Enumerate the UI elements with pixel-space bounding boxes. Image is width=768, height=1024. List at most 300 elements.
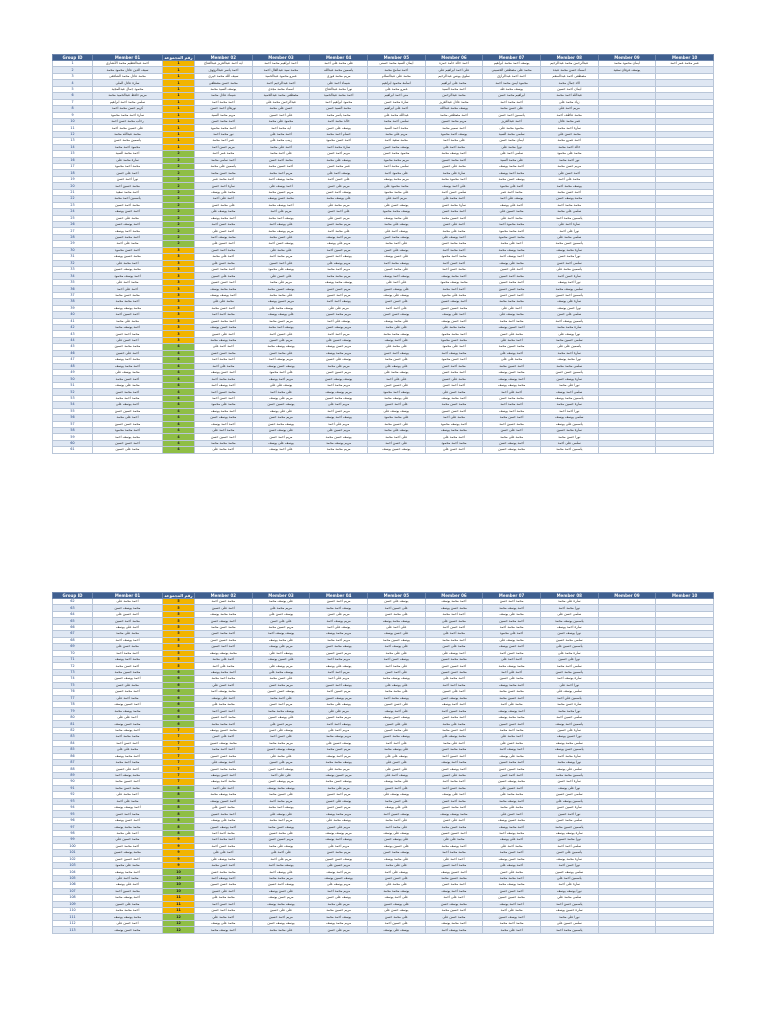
member-cell: مريم محمد فوزى xyxy=(310,73,368,79)
member-cell: احمد على محمود xyxy=(483,183,541,189)
member-cell: احمد حسن على xyxy=(93,337,163,343)
member-cell: على احمد محمد xyxy=(252,151,310,157)
member-cell: على محمد يوسف xyxy=(367,215,425,221)
group-id-cell: 37 xyxy=(53,292,93,298)
member-cell: مريم محمد يوسف xyxy=(310,350,368,356)
member-cell: احمد على يوسف xyxy=(425,312,483,318)
group-number-cell: 2 xyxy=(163,164,195,170)
member-cell: ياسمين محمد يوسف xyxy=(540,395,598,401)
member-cell: على على يوسف xyxy=(252,408,310,414)
group-number-cell: 3 xyxy=(163,247,195,253)
member-cell: احمد احمد على xyxy=(195,344,253,350)
member-cell: محمد حسن حسين xyxy=(425,669,483,675)
member-cell: على على محمد xyxy=(367,324,425,330)
member-cell: احمد يوسف احمد xyxy=(93,637,163,643)
member-cell: على محمد حسن xyxy=(367,611,425,617)
member-cell: احمد احمد حسن xyxy=(483,772,541,778)
member-cell: محمد احمد حسن xyxy=(93,811,163,817)
member-cell: احمد على احمد xyxy=(195,785,253,791)
group-number-cell: 6 xyxy=(163,708,195,714)
member-cell: محمد حسين علي xyxy=(93,837,163,843)
member-cell: محمد عبدالله محمد xyxy=(93,131,163,137)
group-id-cell: 27 xyxy=(53,228,93,234)
member-cell: على يوسف حسين xyxy=(367,901,425,907)
member-cell: على احمد محمد xyxy=(367,817,425,823)
member-cell: مريم محمد حسين xyxy=(310,714,368,720)
member-cell: محمد محمود احمد xyxy=(483,221,541,227)
member-cell: محمد على حسن xyxy=(93,682,163,688)
member-cell: محمد محمد يوسف xyxy=(483,714,541,720)
group-id-cell: 25 xyxy=(53,215,93,221)
table-row xyxy=(53,447,714,453)
member-cell: احمد على حسين xyxy=(425,689,483,695)
member-cell: يوسف محمد يوسف xyxy=(310,279,368,285)
group-number-cell: 3 xyxy=(163,267,195,273)
member-cell: سلمى محمد حسين xyxy=(540,637,598,643)
member-cell: محمد محمد حسين xyxy=(93,344,163,350)
group-id-cell: 72 xyxy=(53,663,93,669)
member-cell: مريم محمد يوسف xyxy=(310,811,368,817)
group-id-cell: 34 xyxy=(53,273,93,279)
member-cell: ياسمين احمد محمد xyxy=(540,447,598,453)
member-cell: احمد عبدالعزيز xyxy=(483,118,541,124)
member-cell: سلمى حسين احمد xyxy=(540,714,598,720)
group-id-cell: 55 xyxy=(53,408,93,414)
member-cell: احمد يوسف احمد xyxy=(483,254,541,260)
member-cell: مريم محمد محمد xyxy=(310,273,368,279)
member-cell: احمد محمد حسين xyxy=(425,157,483,163)
member-cell: ياسمين يوسف احمد xyxy=(540,318,598,324)
member-cell: محمد حسن على xyxy=(195,805,253,811)
member-cell: احمد حسين محمد xyxy=(252,164,310,170)
member-cell: محمد على احمد xyxy=(425,415,483,421)
member-cell: احمد محمد يوسف xyxy=(195,215,253,221)
member-cell: على محمد احمد xyxy=(310,228,368,234)
group-id-cell: 110 xyxy=(53,908,93,914)
member-cell: احمد على حسن xyxy=(483,427,541,433)
member-cell: مريم على محمد xyxy=(367,131,425,137)
group-id-cell: 18 xyxy=(53,170,93,176)
group-id-cell: 19 xyxy=(53,176,93,182)
group-number-cell: 8 xyxy=(163,830,195,836)
member-cell: احمد على حسين xyxy=(195,331,253,337)
group-id-cell: 11 xyxy=(53,125,93,131)
group-number-cell: 2 xyxy=(163,215,195,221)
column-header: Member 08 xyxy=(540,593,598,599)
member-cell: عمرو محمد على xyxy=(367,86,425,92)
member-cell: احمد يوسف على xyxy=(195,759,253,765)
member-cell: مريم على على xyxy=(310,305,368,311)
member-cell: على محمد احمد xyxy=(367,824,425,830)
group-id-cell: 51 xyxy=(53,382,93,388)
member-cell: على محمد يوسف xyxy=(367,856,425,862)
member-cell: محمد على حسن xyxy=(93,215,163,221)
member-cell: مريم محمد حسن xyxy=(310,850,368,856)
member-cell: مريم يوسف احمد xyxy=(252,357,310,363)
member-cell: على محمد على احمد xyxy=(310,61,368,67)
member-cell: على يوسف حسين xyxy=(367,286,425,292)
group-id-cell: 100 xyxy=(53,843,93,849)
member-cell: سيف الله محمد خيرى xyxy=(195,73,253,79)
member-cell: مريم حسن محمد xyxy=(540,164,598,170)
member-cell: مريم محمد محمد xyxy=(252,740,310,746)
group-number-cell: 7 xyxy=(163,772,195,778)
member-cell: محمود جمال عبدالمجيد xyxy=(93,86,163,92)
column-header: Member 03 xyxy=(252,593,310,599)
member-cell: محمد احمد على xyxy=(93,695,163,701)
member-cell: احمد سامى محمد xyxy=(195,157,253,163)
member-cell: الاء جمال محمد xyxy=(540,80,598,86)
member-cell: احمد حسين حسن xyxy=(195,434,253,440)
member-cell: مريم على يوسف xyxy=(252,395,310,401)
group-number-cell: 9 xyxy=(163,850,195,856)
group-id-cell: 22 xyxy=(53,196,93,202)
group-number-cell: 4 xyxy=(163,370,195,376)
member-cell: محمد يوسف حسن xyxy=(195,415,253,421)
member-cell: نورا محمد على xyxy=(483,144,541,150)
member-cell: سارة على محمد xyxy=(425,170,483,176)
member-cell: احمد محمد على xyxy=(425,434,483,440)
group-number-cell: 3 xyxy=(163,273,195,279)
group-number-cell: 1 xyxy=(163,131,195,137)
group-number-cell: 9 xyxy=(163,837,195,843)
group-number-cell: 1 xyxy=(163,118,195,124)
group-number-cell: 5 xyxy=(163,650,195,656)
member-cell: يوسف محمد احمد xyxy=(367,260,425,266)
member-cell: على محمد محمد xyxy=(252,927,310,933)
member-cell: احمد محمد على xyxy=(93,599,163,605)
member-cell: محمد على محمود xyxy=(540,151,598,157)
group-id-cell: 80 xyxy=(53,714,93,720)
member-cell: على محمد على xyxy=(252,247,310,253)
member-cell: سارة احمد حسن xyxy=(540,779,598,785)
member-cell: على حسن يوسف xyxy=(252,888,310,894)
group-number-cell: 7 xyxy=(163,747,195,753)
member-cell: محمد يوسف احمد xyxy=(93,434,163,440)
member-cell: عمر محمد عمر احمد xyxy=(656,61,714,67)
member-cell: محمد حسين محمد xyxy=(425,875,483,881)
group-id-cell: 20 xyxy=(53,183,93,189)
member-cell: عمرو محمود عبدالحميد xyxy=(252,73,310,79)
member-cell: على حسن محمد xyxy=(483,106,541,112)
member-cell: سارة محمد حسن xyxy=(425,202,483,208)
group-number-cell: 4 xyxy=(163,389,195,395)
column-header: Member 01 xyxy=(93,593,163,599)
member-cell: مريم يوسف حسن xyxy=(310,324,368,330)
group-number-cell: 1 xyxy=(163,138,195,144)
member-cell: مريم محمد محمود xyxy=(367,157,425,163)
member-cell: على احمد محمد xyxy=(367,241,425,247)
member-cell: مريم على محمد xyxy=(310,785,368,791)
group-id-cell: 91 xyxy=(53,785,93,791)
member-cell: سلمى احمد محمد xyxy=(367,118,425,124)
member-cell: سلمى حسن على xyxy=(540,611,598,617)
member-cell: احمد محمد يوسف xyxy=(195,408,253,414)
member-cell: مريم حسين حسن xyxy=(310,370,368,376)
member-cell: محمد احمد حسين xyxy=(195,714,253,720)
member-cell: مريم محمد احمد xyxy=(310,888,368,894)
member-cell: سارة محمد على xyxy=(540,650,598,656)
member-cell: احمد يوسف يوسف xyxy=(93,805,163,811)
member-cell: على محمد احمد xyxy=(425,138,483,144)
member-cell: نورا على محمد xyxy=(540,914,598,920)
group-number-cell: 7 xyxy=(163,759,195,765)
member-cell: عمر محمد حسن xyxy=(310,164,368,170)
member-cell: احمد حسن حسين xyxy=(425,408,483,414)
member-cell: مريم على احمد xyxy=(310,676,368,682)
member-cell: سارة حسين يوسف xyxy=(540,908,598,914)
member-cell: على احمد حسين xyxy=(252,260,310,266)
member-cell: احمد يوسف محمود xyxy=(93,273,163,279)
member-cell: مريم يوسف احمد xyxy=(310,618,368,624)
member-cell: مريم احمد على xyxy=(367,196,425,202)
column-header: رقم المجموعة xyxy=(164,593,193,598)
group-number-cell: 3 xyxy=(163,337,195,343)
member-cell: احمد على احمد xyxy=(483,669,541,675)
column-header: Group ID xyxy=(53,593,93,599)
group-id-cell: 98 xyxy=(53,830,93,836)
group-number-cell: 4 xyxy=(163,382,195,388)
member-cell: مريم حسين يوسف xyxy=(310,772,368,778)
member-cell: محمد يوسف احمد xyxy=(425,927,483,933)
member-cell: محمد حسن محمد xyxy=(93,292,163,298)
member-cell: على محمد حسين xyxy=(367,727,425,733)
member-cell: يوسف محمد على xyxy=(367,370,425,376)
member-cell: احمد على حسين xyxy=(195,888,253,894)
group-number-cell: 12 xyxy=(163,927,195,933)
member-cell: محمد حسن محمد xyxy=(195,170,253,176)
group-number-cell: 3 xyxy=(163,312,195,318)
member-cell: يوسف محمد يوسف xyxy=(252,785,310,791)
member-cell: على احمد محمد xyxy=(252,695,310,701)
group-id-cell: 28 xyxy=(53,234,93,240)
member-cell: مريم على محمد xyxy=(252,279,310,285)
member-cell: محمد احمد حسن xyxy=(425,798,483,804)
member-cell: نورا محمد حسين xyxy=(540,837,598,843)
member-cell: يوسف احمد يوسف xyxy=(310,837,368,843)
member-cell: احمد عبدالرحيم احمد xyxy=(252,80,310,86)
member-cell: سارة حسين حسن xyxy=(540,805,598,811)
member-cell: محمد احمد يوسف xyxy=(483,408,541,414)
group-number-cell: 8 xyxy=(163,817,195,823)
group-number-cell: 11 xyxy=(163,908,195,914)
column-header: Member 10 xyxy=(656,593,714,599)
member-cell: مريم محمد احمد xyxy=(252,254,310,260)
group-number-cell: 8 xyxy=(163,824,195,830)
member-cell: محمد احمد على xyxy=(93,875,163,881)
member-cell: ابراهيم محمد حسن xyxy=(483,93,541,99)
member-cell: احمد على محمد xyxy=(483,927,541,933)
member-cell: محمد على حسين xyxy=(93,901,163,907)
member-cell: يوسف على حسين xyxy=(310,357,368,363)
member-cell: على حسين حسن xyxy=(367,382,425,388)
group-id-cell: 4 xyxy=(53,80,93,86)
member-cell: احمد على حسين xyxy=(93,766,163,772)
group-id-cell: 81 xyxy=(53,721,93,727)
group-id-cell: 45 xyxy=(53,344,93,350)
member-cell: محمد يوسف محمد xyxy=(483,663,541,669)
member-cell: محمد محمد حسن xyxy=(425,747,483,753)
group-id-cell: 70 xyxy=(53,650,93,656)
column-header: Group ID xyxy=(53,55,93,61)
member-cell: محمد حسين يوسف xyxy=(483,817,541,823)
group-id-cell: 32 xyxy=(53,260,93,266)
member-cell: احمد محمد حسن xyxy=(93,843,163,849)
member-cell: على يوسف على xyxy=(367,363,425,369)
group-number-cell: 3 xyxy=(163,260,195,266)
member-cell: محمد حسين محمد xyxy=(483,344,541,350)
member-cell: محمد محمد حسين xyxy=(195,766,253,772)
member-cell: محمود محمد حسن xyxy=(367,151,425,157)
member-cell: احمد عمرو محمد xyxy=(540,138,598,144)
member-cell: يوسف يوسف على xyxy=(367,792,425,798)
member-cell: على محمد احمد xyxy=(367,663,425,669)
member-cell: يوسف محمد على xyxy=(310,817,368,823)
member-cell: مريم احمد على xyxy=(540,106,598,112)
member-cell: احمد حسن محمد xyxy=(93,663,163,669)
member-cell: مريم حسين محمد xyxy=(310,908,368,914)
member-cell: ياسمين حسن محمد xyxy=(540,241,598,247)
member-cell: محمد يوسف يوسف xyxy=(93,914,163,920)
member-cell: يوسف على احمد xyxy=(367,869,425,875)
group-id-cell: 65 xyxy=(53,618,93,624)
member-cell: مريم محمد حسين xyxy=(310,312,368,318)
member-cell: محمد على على xyxy=(483,357,541,363)
member-cell: محمد حسن يوسف xyxy=(483,370,541,376)
member-cell: احمد محمد احمد xyxy=(93,650,163,656)
member-cell: محمد على محمد xyxy=(93,318,163,324)
member-cell: محمد محمود على xyxy=(367,183,425,189)
group-id-cell: 64 xyxy=(53,611,93,617)
member-cell: مريم على حسين xyxy=(252,337,310,343)
member-cell: مريم حسين حسن xyxy=(252,837,310,843)
member-cell: ياسمين محمد حسن xyxy=(93,138,163,144)
group-id-cell: 89 xyxy=(53,772,93,778)
member-cell: محمد حسن يوسف xyxy=(195,324,253,330)
member-cell: احمد محمد يوسف xyxy=(483,164,541,170)
member-cell: سلمى حسن احمد xyxy=(425,189,483,195)
member-cell: يوسف يوسف حسن xyxy=(310,376,368,382)
member-cell: احمد محمد حسن xyxy=(93,389,163,395)
group-id-cell: 68 xyxy=(53,637,93,643)
group-id-cell: 10 xyxy=(53,118,93,124)
member-cell: يوسف احمد محمد xyxy=(252,324,310,330)
member-cell: محمد حسن على xyxy=(425,914,483,920)
member-cell: محمد يوسف محمود xyxy=(425,279,483,285)
member-cell: سلمى يوسف محمد xyxy=(540,286,598,292)
member-cell: يوسف يوسف حسن xyxy=(252,920,310,926)
group-id-cell: 40 xyxy=(53,312,93,318)
member-cell: زينب محمد على xyxy=(252,138,310,144)
member-cell: مريم على على xyxy=(310,708,368,714)
member-cell: مريم احمد يوسف xyxy=(252,376,310,382)
member-cell: محمد على يوسف xyxy=(483,753,541,759)
member-cell: يوسف محمد احمد xyxy=(252,862,310,868)
member-cell: محمد حسين احمد xyxy=(93,183,163,189)
member-cell: على احمد يوسف xyxy=(425,183,483,189)
member-cell: محمد محمد احمد xyxy=(483,624,541,630)
group-number-cell: 8 xyxy=(163,805,195,811)
member-cell: محمد سيد عبدالعال احمد xyxy=(252,67,310,73)
member-cell: محمد على حسين xyxy=(195,273,253,279)
member-cell: محمد يوسف محمد xyxy=(93,708,163,714)
member-cell: محمد عمر احمد xyxy=(195,151,253,157)
member-cell: على احمد على xyxy=(367,279,425,285)
member-cell: محمد حسن احمد xyxy=(195,599,253,605)
group-id-cell: 29 xyxy=(53,241,93,247)
group-number-cell: 3 xyxy=(163,305,195,311)
member-cell: مريم حسين احمد xyxy=(310,689,368,695)
member-cell: منى احمد ابراهيم xyxy=(367,93,425,99)
member-cell: عبدالرحمن محمد على xyxy=(252,99,310,105)
member-cell: يوسف حسن احمد xyxy=(367,656,425,662)
group-id-cell: 66 xyxy=(53,624,93,630)
member-cell: سارة يوسف احمد xyxy=(540,676,598,682)
group-id-cell: 62 xyxy=(53,599,93,605)
member-cell: على محمد يوسف xyxy=(252,637,310,643)
group-id-cell: 107 xyxy=(53,888,93,894)
member-cell: يوسف على يوسف xyxy=(252,440,310,446)
member-cell: محمد حسن محمود xyxy=(425,337,483,343)
member-cell: محمد حسين يوسف xyxy=(93,254,163,260)
member-cell: احمد حسين احمد xyxy=(93,312,163,318)
group-number-cell: 3 xyxy=(163,292,195,298)
member-cell: على حسين محمد xyxy=(367,421,425,427)
member-cell: سارة محمد يوسف xyxy=(540,247,598,253)
member-cell: احمد حسين على xyxy=(93,611,163,617)
member-cell: سارة محمد احمد xyxy=(540,753,598,759)
column-header: رقم المجموعة xyxy=(164,55,193,60)
member-cell: محمد محمد محمد xyxy=(195,440,253,446)
group-id-cell: 60 xyxy=(53,440,93,446)
member-cell: يوسف حسن حسين xyxy=(310,856,368,862)
member-cell: احمد يوسف محمد xyxy=(252,202,310,208)
group-number-cell: 5 xyxy=(163,605,195,611)
member-cell: يوسف على احمد xyxy=(310,624,368,630)
member-cell: يوسف احمد حسن xyxy=(310,189,368,195)
member-cell: محمد حسن احمد xyxy=(195,843,253,849)
member-cell: مريم محمد حسين xyxy=(425,118,483,124)
member-cell: محمد حسين حسن xyxy=(93,408,163,414)
member-cell: مريم حسن يوسف xyxy=(252,895,310,901)
member-cell: ياسمين احمد حسين xyxy=(540,292,598,298)
group-id-cell: 78 xyxy=(53,702,93,708)
member-cell: مريم احمد محمد xyxy=(310,267,368,273)
member-cell: سلمى محمد السيد xyxy=(483,131,541,137)
group-number-cell: 5 xyxy=(163,644,195,650)
group-id-cell: 93 xyxy=(53,798,93,804)
member-cell: احمد محمد احمد xyxy=(195,99,253,105)
member-cell: على احمد يوسف xyxy=(367,895,425,901)
column-header: Member 03 xyxy=(252,55,310,61)
member-cell: مريم حسين يوسف xyxy=(252,299,310,305)
member-cell: احمد على محمد xyxy=(195,254,253,260)
group-id-cell: 73 xyxy=(53,669,93,675)
member-table-bottom xyxy=(52,592,714,934)
member-cell: احمد حسين محمد xyxy=(425,215,483,221)
member-cell: يوسف على حسن xyxy=(252,727,310,733)
member-cell: احمد محمد حسين xyxy=(93,689,163,695)
member-cell: على حسن على xyxy=(367,759,425,765)
member-cell: يوسف احمد محمد xyxy=(310,605,368,611)
member-cell: احمد محمد حسن xyxy=(425,209,483,215)
group-id-cell: 112 xyxy=(53,920,93,926)
member-cell: احمد حسن حسن xyxy=(483,888,541,894)
member-cell: على على محمد xyxy=(367,650,425,656)
member-cell: مريم حسن على xyxy=(252,721,310,727)
member-cell: محمد حسن حسين xyxy=(483,286,541,292)
group-number-cell: 6 xyxy=(163,682,195,688)
